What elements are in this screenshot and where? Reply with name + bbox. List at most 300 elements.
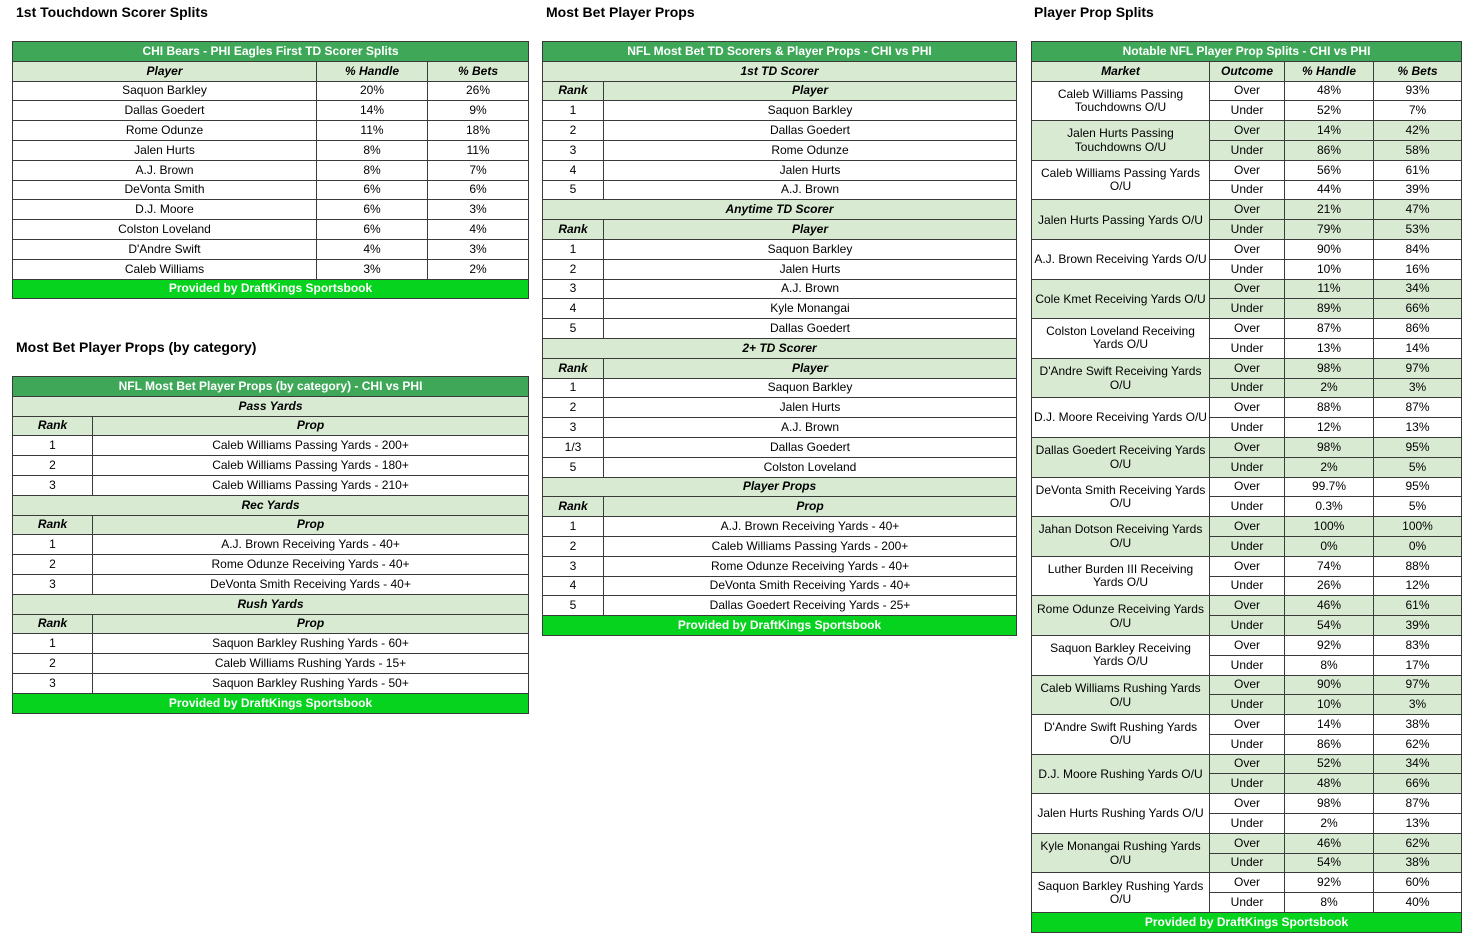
prop-cell: Caleb Williams Passing Yards - 200+ — [93, 436, 529, 456]
handle-cell: 8% — [317, 140, 428, 160]
bets-cell: 6% — [428, 180, 529, 200]
table-row — [13, 81, 529, 101]
table-row — [543, 299, 1017, 319]
rank-header: Rank — [13, 416, 93, 436]
outcome-cell: Over — [1210, 319, 1285, 339]
bets-cell: 5% — [1374, 497, 1462, 517]
market-over-row — [1032, 675, 1462, 695]
prop-cell: Dallas Goedert Receiving Yards - 25+ — [604, 596, 1017, 616]
bets-cell: 7% — [428, 160, 529, 180]
table-row — [543, 596, 1017, 616]
handle-cell: 3% — [317, 259, 428, 279]
rank-cell: 1/3 — [543, 437, 604, 457]
bets-cell: 38% — [1374, 853, 1462, 873]
bets-header: % Bets — [428, 61, 529, 81]
prop-cell: DeVonta Smith Receiving Yards - 40+ — [604, 576, 1017, 596]
rank-cell: 5 — [543, 596, 604, 616]
bets-cell: 18% — [428, 121, 529, 141]
bets-cell: 47% — [1374, 200, 1462, 220]
handle-cell: 6% — [317, 180, 428, 200]
player-cell: A.J. Brown — [13, 160, 317, 180]
rank-cell: 5 — [543, 319, 604, 339]
table-caption: NFL Most Bet TD Scorers & Player Props - CHI vs PHI — [543, 42, 1017, 62]
table-row — [13, 436, 529, 456]
table-row — [543, 576, 1017, 596]
handle-cell: 8% — [317, 160, 428, 180]
handle-cell: 86% — [1285, 140, 1374, 160]
handle-cell: 11% — [1285, 279, 1374, 299]
bets-cell: 9% — [428, 101, 529, 121]
table-row — [13, 574, 529, 594]
market-cell: D'Andre Swift Rushing Yards O/U — [1032, 715, 1210, 755]
outcome-cell: Under — [1210, 220, 1285, 240]
handle-cell: 88% — [1285, 398, 1374, 418]
prop-cell: A.J. Brown Receiving Yards - 40+ — [604, 517, 1017, 537]
handle-cell: 21% — [1285, 200, 1374, 220]
prop-header: Prop — [93, 614, 529, 634]
rank-header: Rank — [13, 614, 93, 634]
outcome-cell: Under — [1210, 180, 1285, 200]
handle-cell: 8% — [1285, 655, 1374, 675]
rank-cell: 2 — [13, 555, 93, 575]
prop-cell: A.J. Brown Receiving Yards - 40+ — [93, 535, 529, 555]
player-cell: Colston Loveland — [604, 457, 1017, 477]
handle-cell: 98% — [1285, 358, 1374, 378]
prop-cell: Rome Odunze Receiving Yards - 40+ — [604, 556, 1017, 576]
rank-cell: 2 — [543, 536, 604, 556]
market-cell: Jahan Dotson Receiving Yards O/U — [1032, 517, 1210, 557]
outcome-cell: Over — [1210, 715, 1285, 735]
bets-cell: 39% — [1374, 180, 1462, 200]
footer-row — [543, 616, 1017, 636]
market-cell: Colston Loveland Receiving Yards O/U — [1032, 319, 1210, 359]
market-header: Market — [1032, 61, 1210, 81]
outcome-cell: Under — [1210, 418, 1285, 438]
table-caption-row — [13, 377, 529, 397]
outcome-cell: Over — [1210, 398, 1285, 418]
rank-cell: 1 — [543, 378, 604, 398]
header-row — [1032, 61, 1462, 81]
player-cell: A.J. Brown — [604, 180, 1017, 200]
rank-header: Rank — [543, 220, 604, 240]
table-row — [543, 418, 1017, 438]
bets-cell: 53% — [1374, 220, 1462, 240]
outcome-cell: Under — [1210, 457, 1285, 477]
rank-cell: 3 — [13, 475, 93, 495]
rank-cell: 3 — [543, 418, 604, 438]
market-over-row — [1032, 358, 1462, 378]
player-cell: Saquon Barkley — [604, 239, 1017, 259]
market-cell: D'Andre Swift Receiving Yards O/U — [1032, 358, 1210, 398]
market-cell: D.J. Moore Receiving Yards O/U — [1032, 398, 1210, 438]
handle-cell: 98% — [1285, 794, 1374, 814]
market-cell: Rome Odunze Receiving Yards O/U — [1032, 596, 1210, 636]
outcome-cell: Under — [1210, 338, 1285, 358]
table-row — [13, 673, 529, 693]
player-cell: Caleb Williams — [13, 259, 317, 279]
handle-cell: 2% — [1285, 814, 1374, 834]
table-row — [13, 259, 529, 279]
table-row — [543, 536, 1017, 556]
bets-cell: 42% — [1374, 121, 1462, 141]
market-cell: Caleb Williams Passing Touchdowns O/U — [1032, 81, 1210, 121]
table-row — [543, 319, 1017, 339]
rank-cell: 3 — [13, 673, 93, 693]
player-cell: Rome Odunze — [604, 140, 1017, 160]
rank-cell: 3 — [543, 556, 604, 576]
bets-cell: 7% — [1374, 101, 1462, 121]
bets-cell: 93% — [1374, 81, 1462, 101]
market-over-row — [1032, 715, 1462, 735]
handle-cell: 79% — [1285, 220, 1374, 240]
table-row — [13, 200, 529, 220]
table-row — [543, 457, 1017, 477]
handle-cell: 6% — [317, 220, 428, 240]
table-row — [13, 475, 529, 495]
outcome-cell: Under — [1210, 814, 1285, 834]
rank-cell: 2 — [543, 398, 604, 418]
table-row — [13, 220, 529, 240]
handle-cell: 92% — [1285, 873, 1374, 893]
handle-cell: 48% — [1285, 81, 1374, 101]
outcome-cell: Under — [1210, 774, 1285, 794]
player-header: Player — [604, 81, 1017, 101]
handle-cell: 90% — [1285, 239, 1374, 259]
market-cell: DeVonta Smith Receiving Yards O/U — [1032, 477, 1210, 517]
prop-cell: Caleb Williams Passing Yards - 210+ — [93, 475, 529, 495]
bets-cell: 3% — [428, 200, 529, 220]
table-row — [13, 101, 529, 121]
handle-cell: 56% — [1285, 160, 1374, 180]
player-cell: Colston Loveland — [13, 220, 317, 240]
provider-credit: Provided by DraftKings Sportsbook — [1032, 913, 1462, 933]
rank-cell: 2 — [13, 654, 93, 674]
header-row — [543, 81, 1017, 101]
outcome-cell: Under — [1210, 536, 1285, 556]
outcome-cell: Over — [1210, 754, 1285, 774]
bets-cell: 3% — [428, 239, 529, 259]
market-over-row — [1032, 239, 1462, 259]
table-row — [543, 160, 1017, 180]
bets-cell: 84% — [1374, 239, 1462, 259]
handle-cell: 8% — [1285, 893, 1374, 913]
rank-header: Rank — [543, 358, 604, 378]
handle-cell: 26% — [1285, 576, 1374, 596]
bets-cell: 95% — [1374, 477, 1462, 497]
market-over-row — [1032, 121, 1462, 141]
bets-cell: 13% — [1374, 418, 1462, 438]
rank-cell: 2 — [543, 259, 604, 279]
outcome-cell: Under — [1210, 378, 1285, 398]
player-header: Player — [604, 358, 1017, 378]
outcome-cell: Over — [1210, 596, 1285, 616]
table-row — [13, 654, 529, 674]
outcome-cell: Over — [1210, 675, 1285, 695]
category-label: Rush Yards — [13, 594, 529, 614]
handle-cell: 86% — [1285, 734, 1374, 754]
table-row — [13, 555, 529, 575]
rank-cell: 2 — [13, 456, 93, 476]
first-td-splits-table — [12, 41, 529, 299]
handle-cell: 92% — [1285, 635, 1374, 655]
most-bet-table — [542, 41, 1017, 636]
bets-cell: 4% — [428, 220, 529, 240]
category-label: Pass Yards — [13, 396, 529, 416]
handle-cell: 10% — [1285, 695, 1374, 715]
bets-cell: 26% — [428, 81, 529, 101]
table-row — [543, 121, 1017, 141]
handle-cell: 10% — [1285, 259, 1374, 279]
market-over-row — [1032, 200, 1462, 220]
category-row — [543, 338, 1017, 358]
bets-cell: 34% — [1374, 279, 1462, 299]
outcome-cell: Over — [1210, 437, 1285, 457]
header-row — [13, 515, 529, 535]
bets-cell: 40% — [1374, 893, 1462, 913]
market-cell: Cole Kmet Receiving Yards O/U — [1032, 279, 1210, 319]
player-cell: Saquon Barkley — [13, 81, 317, 101]
market-over-row — [1032, 398, 1462, 418]
rank-cell: 5 — [543, 457, 604, 477]
outcome-cell: Over — [1210, 556, 1285, 576]
handle-cell: 2% — [1285, 378, 1374, 398]
handle-cell: 52% — [1285, 101, 1374, 121]
header-row — [543, 220, 1017, 240]
provider-credit: Provided by DraftKings Sportsbook — [13, 693, 529, 713]
player-cell: Dallas Goedert — [604, 121, 1017, 141]
prop-header: Prop — [93, 515, 529, 535]
player-cell: Jalen Hurts — [604, 259, 1017, 279]
handle-cell: 14% — [317, 101, 428, 121]
market-over-row — [1032, 794, 1462, 814]
category-label: 1st TD Scorer — [543, 61, 1017, 81]
bets-cell: 66% — [1374, 299, 1462, 319]
prop-cell: Saquon Barkley Rushing Yards - 60+ — [93, 634, 529, 654]
bets-cell: 14% — [1374, 338, 1462, 358]
outcome-cell: Over — [1210, 794, 1285, 814]
bets-cell: 97% — [1374, 675, 1462, 695]
table-caption-row — [1032, 42, 1462, 62]
bets-cell: 62% — [1374, 734, 1462, 754]
prop-cell: DeVonta Smith Receiving Yards - 40+ — [93, 574, 529, 594]
category-label: 2+ TD Scorer — [543, 338, 1017, 358]
bets-cell: 60% — [1374, 873, 1462, 893]
bets-cell: 11% — [428, 140, 529, 160]
outcome-cell: Over — [1210, 121, 1285, 141]
bets-cell: 34% — [1374, 754, 1462, 774]
handle-cell: 44% — [1285, 180, 1374, 200]
outcome-cell: Over — [1210, 160, 1285, 180]
handle-cell: 6% — [317, 200, 428, 220]
market-cell: A.J. Brown Receiving Yards O/U — [1032, 239, 1210, 279]
table-row — [13, 456, 529, 476]
market-cell: D.J. Moore Rushing Yards O/U — [1032, 754, 1210, 794]
market-over-row — [1032, 754, 1462, 774]
bets-cell: 97% — [1374, 358, 1462, 378]
outcome-cell: Over — [1210, 635, 1285, 655]
handle-cell: 20% — [317, 81, 428, 101]
player-cell: Dallas Goedert — [604, 437, 1017, 457]
handle-cell: 98% — [1285, 437, 1374, 457]
table-row — [543, 239, 1017, 259]
market-over-row — [1032, 81, 1462, 101]
handle-header: % Handle — [1285, 61, 1374, 81]
market-over-row — [1032, 477, 1462, 497]
rank-cell: 5 — [543, 180, 604, 200]
bets-cell: 87% — [1374, 398, 1462, 418]
outcome-cell: Under — [1210, 299, 1285, 319]
prop-splits-section-title: Player Prop Splits — [1034, 4, 1154, 20]
market-cell: Jalen Hurts Passing Touchdowns O/U — [1032, 121, 1210, 161]
provider-credit: Provided by DraftKings Sportsbook — [543, 616, 1017, 636]
first-td-section-title: 1st Touchdown Scorer Splits — [16, 4, 208, 20]
table-row — [13, 535, 529, 555]
table-caption: CHI Bears - PHI Eagles First TD Scorer Splits — [13, 42, 529, 62]
footer-row — [13, 279, 529, 299]
rank-cell: 4 — [543, 576, 604, 596]
handle-cell: 12% — [1285, 418, 1374, 438]
handle-cell: 74% — [1285, 556, 1374, 576]
player-cell: Dallas Goedert — [604, 319, 1017, 339]
outcome-cell: Under — [1210, 616, 1285, 636]
player-cell: Jalen Hurts — [13, 140, 317, 160]
prop-cell: Caleb Williams Rushing Yards - 15+ — [93, 654, 529, 674]
outcome-header: Outcome — [1210, 61, 1285, 81]
player-cell: A.J. Brown — [604, 279, 1017, 299]
handle-cell: 14% — [1285, 715, 1374, 735]
rank-cell: 4 — [543, 299, 604, 319]
table-row — [543, 398, 1017, 418]
rank-cell: 3 — [13, 574, 93, 594]
outcome-cell: Over — [1210, 239, 1285, 259]
rank-header: Rank — [543, 81, 604, 101]
footer-row — [13, 693, 529, 713]
player-cell: Rome Odunze — [13, 121, 317, 141]
handle-cell: 87% — [1285, 319, 1374, 339]
category-row — [13, 396, 529, 416]
market-cell: Caleb Williams Passing Yards O/U — [1032, 160, 1210, 200]
category-label: Player Props — [543, 477, 1017, 497]
outcome-cell: Under — [1210, 853, 1285, 873]
handle-header: % Handle — [317, 61, 428, 81]
player-cell: D'Andre Swift — [13, 239, 317, 259]
table-row — [543, 378, 1017, 398]
market-cell: Saquon Barkley Receiving Yards O/U — [1032, 635, 1210, 675]
outcome-cell: Under — [1210, 893, 1285, 913]
player-header: Player — [13, 61, 317, 81]
by-category-section-title: Most Bet Player Props (by category) — [16, 339, 257, 355]
player-cell: Saquon Barkley — [604, 101, 1017, 121]
category-row — [13, 495, 529, 515]
table-row — [543, 556, 1017, 576]
bets-cell: 5% — [1374, 457, 1462, 477]
handle-cell: 4% — [317, 239, 428, 259]
rank-cell: 1 — [13, 436, 93, 456]
handle-cell: 46% — [1285, 833, 1374, 853]
category-row — [543, 61, 1017, 81]
handle-cell: 54% — [1285, 616, 1374, 636]
market-cell: Jalen Hurts Rushing Yards O/U — [1032, 794, 1210, 834]
market-over-row — [1032, 596, 1462, 616]
rank-header: Rank — [13, 515, 93, 535]
bets-cell: 39% — [1374, 616, 1462, 636]
prop-cell: Caleb Williams Passing Yards - 180+ — [93, 456, 529, 476]
handle-cell: 48% — [1285, 774, 1374, 794]
market-over-row — [1032, 160, 1462, 180]
table-row — [543, 517, 1017, 537]
table-row — [13, 160, 529, 180]
provider-credit: Provided by DraftKings Sportsbook — [13, 279, 529, 299]
handle-cell: 11% — [317, 121, 428, 141]
table-row — [543, 437, 1017, 457]
category-label: Anytime TD Scorer — [543, 200, 1017, 220]
bets-cell: 61% — [1374, 160, 1462, 180]
handle-cell: 90% — [1285, 675, 1374, 695]
rank-header: Rank — [543, 497, 604, 517]
table-caption: Notable NFL Player Prop Splits - CHI vs PHI — [1032, 42, 1462, 62]
market-cell: Caleb Williams Rushing Yards O/U — [1032, 675, 1210, 715]
bets-header: % Bets — [1374, 61, 1462, 81]
market-cell: Kyle Monangai Rushing Yards O/U — [1032, 833, 1210, 873]
market-over-row — [1032, 437, 1462, 457]
table-row — [543, 259, 1017, 279]
prop-cell: Saquon Barkley Rushing Yards - 50+ — [93, 673, 529, 693]
rank-cell: 1 — [13, 634, 93, 654]
player-cell: Jalen Hurts — [604, 398, 1017, 418]
bets-cell: 62% — [1374, 833, 1462, 853]
outcome-cell: Over — [1210, 833, 1285, 853]
player-cell: A.J. Brown — [604, 418, 1017, 438]
market-over-row — [1032, 556, 1462, 576]
handle-cell: 46% — [1285, 596, 1374, 616]
handle-cell: 54% — [1285, 853, 1374, 873]
bets-cell: 12% — [1374, 576, 1462, 596]
market-over-row — [1032, 279, 1462, 299]
bets-cell: 0% — [1374, 536, 1462, 556]
header-row — [13, 614, 529, 634]
table-row — [13, 140, 529, 160]
bets-cell: 83% — [1374, 635, 1462, 655]
outcome-cell: Under — [1210, 497, 1285, 517]
by-category-table — [12, 376, 529, 714]
rank-cell: 4 — [543, 160, 604, 180]
rank-cell: 1 — [543, 517, 604, 537]
bets-cell: 86% — [1374, 319, 1462, 339]
outcome-cell: Under — [1210, 734, 1285, 754]
market-cell: Jalen Hurts Passing Yards O/U — [1032, 200, 1210, 240]
handle-cell: 14% — [1285, 121, 1374, 141]
footer-row — [1032, 913, 1462, 933]
market-cell: Saquon Barkley Rushing Yards O/U — [1032, 873, 1210, 913]
handle-cell: 99.7% — [1285, 477, 1374, 497]
table-row — [13, 634, 529, 654]
outcome-cell: Under — [1210, 140, 1285, 160]
player-cell: D.J. Moore — [13, 200, 317, 220]
market-over-row — [1032, 833, 1462, 853]
prop-cell: Rome Odunze Receiving Yards - 40+ — [93, 555, 529, 575]
outcome-cell: Over — [1210, 358, 1285, 378]
player-header: Player — [604, 220, 1017, 240]
outcome-cell: Under — [1210, 576, 1285, 596]
header-row — [13, 61, 529, 81]
bets-cell: 87% — [1374, 794, 1462, 814]
table-row — [13, 180, 529, 200]
bets-cell: 66% — [1374, 774, 1462, 794]
handle-cell: 0.3% — [1285, 497, 1374, 517]
table-row — [543, 279, 1017, 299]
outcome-cell: Under — [1210, 259, 1285, 279]
prop-header: Prop — [93, 416, 529, 436]
